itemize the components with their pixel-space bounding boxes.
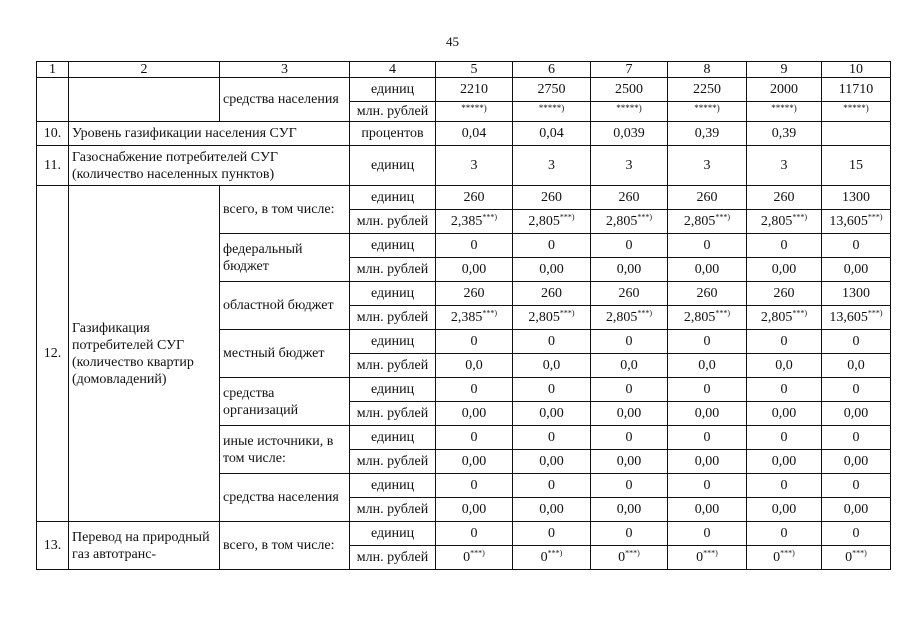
value-text: 0 (703, 430, 711, 445)
value-cell (591, 102, 668, 122)
value-cell (513, 282, 591, 306)
value-text: 0,00 (539, 454, 564, 469)
footnote-mark: *****) (771, 103, 797, 113)
value-cell (747, 282, 822, 306)
row-label-cell: Перевод на природный газ автотранс- (69, 522, 220, 570)
value-text: 0 (852, 526, 860, 541)
value-text: 0 (703, 334, 711, 349)
value-text: 0 (470, 430, 478, 445)
value-cell (436, 426, 513, 450)
unit-cell: млн. рублей (350, 450, 436, 474)
footnote-mark: ***) (792, 308, 808, 318)
value-cell (513, 234, 591, 258)
value-text: 0 (780, 334, 788, 349)
value-cell (747, 522, 822, 546)
footnote-mark: ***) (637, 212, 653, 222)
value-text: 0 (548, 334, 555, 349)
unit-cell: млн. рублей (350, 546, 436, 570)
value-cell (513, 354, 591, 378)
value-cell (513, 546, 591, 570)
value-text: 0,00 (771, 406, 797, 421)
footnote-mark: *****) (616, 103, 642, 113)
value-text: 0 (625, 478, 633, 493)
value-cell: 0,39 (668, 122, 747, 146)
value-cell (822, 378, 891, 402)
value-cell (747, 210, 822, 234)
footnote-mark: ***) (547, 548, 563, 558)
value-cell (591, 522, 668, 546)
header-cell: 9 (747, 62, 822, 78)
value-cell (513, 498, 591, 522)
footnote-mark: ***) (559, 308, 575, 318)
value-text: 260 (541, 190, 562, 205)
value-text: 0,00 (461, 454, 487, 469)
value-cell (591, 234, 668, 258)
value-text: 0 (780, 430, 788, 445)
value-cell (436, 354, 513, 378)
value-text: 0 (703, 526, 711, 541)
footnote-mark: ***) (715, 308, 731, 318)
value-cell (822, 474, 891, 498)
value-cell (513, 330, 591, 354)
unit-cell: единиц (350, 78, 436, 102)
value-cell (513, 186, 591, 210)
value-cell (513, 474, 591, 498)
footnote-mark: *****) (843, 103, 869, 113)
value-text: 0 (703, 382, 711, 397)
value-cell: 2000 (747, 78, 822, 102)
header-cell: 8 (668, 62, 747, 78)
value-cell: 3 (747, 146, 822, 186)
value-text: 260 (696, 286, 718, 301)
row-label-cell (69, 78, 220, 122)
value-text: 2,805 (683, 310, 716, 325)
value-text: 0 (625, 430, 633, 445)
value-cell (822, 102, 891, 122)
value-text: 260 (618, 286, 640, 301)
value-text: 0,00 (771, 262, 797, 277)
value-cell (513, 210, 591, 234)
value-text: 0 (548, 238, 555, 253)
footnote-mark: ***) (792, 212, 808, 222)
value-text: 1300 (842, 190, 870, 205)
value-text: 0,00 (843, 502, 869, 517)
value-cell (668, 450, 747, 474)
value-cell (436, 546, 513, 570)
value-cell (668, 330, 747, 354)
value-cell (668, 426, 747, 450)
unit-cell: млн. рублей (350, 402, 436, 426)
value-text: 2,805 (760, 214, 793, 229)
value-text: 0,00 (771, 502, 797, 517)
value-cell (591, 186, 668, 210)
unit-cell: процентов (350, 122, 436, 146)
value-text: 0,0 (698, 358, 716, 373)
value-cell (668, 186, 747, 210)
unit-cell: млн. рублей (350, 210, 436, 234)
value-cell (591, 426, 668, 450)
value-cell (436, 210, 513, 234)
footnote-mark: ***) (559, 212, 575, 222)
value-cell (747, 498, 822, 522)
footnote-mark: ***) (637, 308, 653, 318)
value-cell (747, 330, 822, 354)
value-cell (436, 498, 513, 522)
value-text: 0,0 (620, 358, 638, 373)
value-cell (436, 378, 513, 402)
unit-cell: единиц (350, 234, 436, 258)
value-text: 1300 (842, 286, 870, 301)
value-text: 0,00 (461, 502, 487, 517)
value-text: 0 (470, 526, 478, 541)
table-row (37, 78, 891, 102)
value-text: 0,00 (843, 262, 869, 277)
value-cell (591, 474, 668, 498)
value-cell: 3 (591, 146, 668, 186)
unit-cell: единиц (350, 146, 436, 186)
value-cell (747, 474, 822, 498)
value-cell (822, 210, 891, 234)
value-text: 0 (470, 334, 478, 349)
value-text: 0,0 (775, 358, 793, 373)
value-cell (747, 186, 822, 210)
footnote-mark: ***) (482, 308, 498, 318)
value-text: 0 (780, 382, 788, 397)
value-cell: 0,04 (513, 122, 591, 146)
value-text: 0 (548, 430, 555, 445)
value-text: 0,0 (542, 358, 561, 373)
value-text: 2,805 (683, 214, 716, 229)
value-cell (436, 474, 513, 498)
value-text: 0,00 (694, 406, 720, 421)
unit-cell: млн. рублей (350, 258, 436, 282)
unit-cell: единиц (350, 378, 436, 402)
value-cell (591, 330, 668, 354)
value-cell (591, 210, 668, 234)
value-cell (668, 102, 747, 122)
value-text: 0,00 (461, 262, 487, 277)
header-cell: 5 (436, 62, 513, 78)
value-cell (747, 258, 822, 282)
value-cell (822, 306, 891, 330)
value-text: 260 (696, 190, 718, 205)
row-number-cell (37, 78, 69, 122)
value-text: 0,00 (616, 502, 642, 517)
value-text: 260 (618, 190, 640, 205)
value-text: 0 (703, 478, 711, 493)
value-text: 0,00 (771, 454, 797, 469)
value-text: 2,805 (605, 310, 638, 325)
row-number-cell: 10. (37, 122, 69, 146)
subcategory-cell: областной бюджет (220, 282, 350, 330)
value-text: 0 (780, 478, 788, 493)
value-cell (668, 354, 747, 378)
value-cell (513, 378, 591, 402)
value-cell (668, 282, 747, 306)
value-cell: 3 (668, 146, 747, 186)
value-text: 2,385 (450, 310, 483, 325)
table-row (37, 522, 891, 546)
value-text: 0 (703, 238, 711, 253)
header-cell: 6 (513, 62, 591, 78)
row-number-cell: 11. (37, 146, 69, 186)
value-cell (747, 378, 822, 402)
value-text: 0,00 (539, 502, 564, 517)
value-text: 0,0 (465, 358, 483, 373)
value-text: 0 (773, 550, 781, 565)
unit-cell: млн. рублей (350, 498, 436, 522)
document-table (36, 61, 891, 570)
value-cell (513, 306, 591, 330)
value-text: 260 (463, 190, 485, 205)
value-text: 0,0 (847, 358, 865, 373)
table-row (37, 186, 891, 210)
value-text: 260 (773, 190, 795, 205)
value-text: 0,00 (843, 406, 869, 421)
value-cell: 0,039 (591, 122, 668, 146)
value-cell (668, 498, 747, 522)
value-cell (591, 282, 668, 306)
subcategory-cell: иные источники, в том числе: (220, 426, 350, 474)
header-cell: 4 (350, 62, 436, 78)
value-cell: 2750 (513, 78, 591, 102)
value-cell (436, 258, 513, 282)
value-text: 0 (470, 238, 478, 253)
value-cell (436, 234, 513, 258)
header-cell: 3 (220, 62, 350, 78)
value-text: 0 (852, 334, 860, 349)
value-cell (747, 426, 822, 450)
value-cell (591, 546, 668, 570)
value-text: 2,805 (528, 310, 560, 325)
value-cell (822, 186, 891, 210)
value-text: 0,00 (539, 406, 564, 421)
value-cell (747, 234, 822, 258)
row-label-cell: Газификация потребителей СУГ (количество квартир (домовладений) (69, 186, 220, 522)
value-text: 0 (780, 526, 788, 541)
value-cell (436, 330, 513, 354)
value-cell (591, 402, 668, 426)
header-row (37, 62, 891, 78)
value-cell (436, 522, 513, 546)
value-text: 0 (852, 238, 860, 253)
subcategory-cell: всего, в том числе: (220, 186, 350, 234)
value-cell (436, 306, 513, 330)
value-text: 0 (470, 478, 478, 493)
value-text: 2,805 (760, 310, 793, 325)
value-text: 0 (618, 550, 626, 565)
footnote-mark: ***) (780, 548, 795, 558)
value-text: 13,605 (829, 310, 868, 325)
value-text: 260 (773, 286, 795, 301)
value-cell (513, 102, 591, 122)
value-cell (513, 522, 591, 546)
unit-cell: единиц (350, 330, 436, 354)
value-cell (747, 402, 822, 426)
value-cell (822, 522, 891, 546)
page-number: 45 (446, 34, 459, 49)
value-text: 0 (696, 550, 704, 565)
value-cell (436, 102, 513, 122)
value-cell (822, 330, 891, 354)
value-text: 0 (470, 382, 478, 397)
header-cell: 7 (591, 62, 668, 78)
value-text: 0,00 (539, 262, 564, 277)
value-text: 0,00 (616, 262, 642, 277)
value-text: 0 (852, 430, 860, 445)
header-cell: 2 (69, 62, 220, 78)
table-row (37, 146, 891, 186)
value-text: 0,00 (461, 406, 487, 421)
value-cell (513, 402, 591, 426)
value-text: 0,00 (616, 454, 642, 469)
value-text: 0 (540, 550, 548, 565)
table-row (37, 122, 891, 146)
value-cell (822, 354, 891, 378)
value-cell (822, 402, 891, 426)
value-cell (591, 378, 668, 402)
value-cell (822, 234, 891, 258)
subcategory-cell: средства населения (220, 474, 350, 522)
value-text: 0 (852, 382, 860, 397)
value-cell (668, 210, 747, 234)
unit-cell: единиц (350, 522, 436, 546)
value-cell (747, 306, 822, 330)
value-cell (822, 122, 891, 146)
subcategory-cell: средства организаций (220, 378, 350, 426)
row-number-cell: 12. (37, 186, 69, 522)
value-cell (436, 402, 513, 426)
value-cell (513, 450, 591, 474)
value-text: 0 (548, 526, 555, 541)
value-text: 0 (548, 478, 555, 493)
value-cell (822, 426, 891, 450)
value-cell (591, 498, 668, 522)
value-cell (436, 282, 513, 306)
unit-cell: единиц (350, 426, 436, 450)
row-number-cell: 13. (37, 522, 69, 570)
value-cell (436, 450, 513, 474)
value-cell (668, 402, 747, 426)
footnote-mark: *****) (461, 103, 487, 113)
unit-cell: млн. рублей (350, 354, 436, 378)
unit-cell: единиц (350, 282, 436, 306)
footnote-mark: *****) (538, 103, 565, 113)
value-text: 0 (548, 382, 555, 397)
row-label-cell: Уровень газификации населения СУГ (69, 122, 350, 146)
value-cell (747, 354, 822, 378)
value-cell: 2210 (436, 78, 513, 102)
value-text: 0 (852, 478, 860, 493)
footnote-mark: *****) (694, 103, 720, 113)
value-cell: 15 (822, 146, 891, 186)
value-text: 0 (625, 382, 633, 397)
value-cell (591, 258, 668, 282)
value-cell (436, 186, 513, 210)
value-cell (513, 258, 591, 282)
footnote-mark: ***) (625, 548, 640, 558)
value-cell (668, 306, 747, 330)
value-cell (822, 450, 891, 474)
footnote-mark: ***) (715, 212, 731, 222)
row-label-cell: Газоснабжение потребителей СУГ (количество населенных пунктов) (69, 146, 350, 186)
footnote-mark: ***) (867, 308, 883, 318)
value-cell: 2500 (591, 78, 668, 102)
value-cell: 0,39 (747, 122, 822, 146)
value-cell (822, 258, 891, 282)
header-cell: 1 (37, 62, 69, 78)
value-text: 0,00 (694, 454, 720, 469)
footnote-mark: ***) (867, 212, 883, 222)
value-cell (747, 102, 822, 122)
value-cell (668, 234, 747, 258)
subcategory-cell: федеральный бюджет (220, 234, 350, 282)
value-text: 0,00 (843, 454, 869, 469)
value-cell (747, 546, 822, 570)
value-cell (591, 306, 668, 330)
value-text: 260 (463, 286, 485, 301)
value-text: 2,385 (450, 214, 483, 229)
value-cell (513, 426, 591, 450)
value-cell (591, 450, 668, 474)
unit-cell: млн. рублей (350, 306, 436, 330)
value-cell (822, 546, 891, 570)
value-cell: 3 (436, 146, 513, 186)
header-cell: 10 (822, 62, 891, 78)
value-text: 0 (625, 334, 633, 349)
value-text: 0 (780, 238, 788, 253)
subcategory-cell: средства населения (220, 78, 350, 122)
value-text: 0,00 (694, 262, 720, 277)
value-cell: 11710 (822, 78, 891, 102)
value-text: 260 (541, 286, 562, 301)
footnote-mark: ***) (852, 548, 867, 558)
value-cell (591, 354, 668, 378)
value-text: 2,805 (605, 214, 638, 229)
subcategory-cell: всего, в том числе: (220, 522, 350, 570)
value-cell (668, 546, 747, 570)
value-cell: 3 (513, 146, 591, 186)
value-text: 0,00 (616, 406, 642, 421)
unit-cell: единиц (350, 474, 436, 498)
value-cell (822, 282, 891, 306)
value-text: 0 (625, 238, 633, 253)
value-cell (668, 258, 747, 282)
footnote-mark: ***) (470, 548, 485, 558)
unit-cell: млн. рублей (350, 102, 436, 122)
value-text: 0 (463, 550, 471, 565)
value-text: 0 (845, 550, 853, 565)
value-text: 13,605 (829, 214, 868, 229)
value-cell (668, 378, 747, 402)
value-text: 0 (625, 526, 633, 541)
unit-cell: единиц (350, 186, 436, 210)
value-cell: 2250 (668, 78, 747, 102)
value-cell (747, 450, 822, 474)
footnote-mark: ***) (482, 212, 498, 222)
value-cell: 0,04 (436, 122, 513, 146)
value-text: 2,805 (528, 214, 560, 229)
value-cell (668, 522, 747, 546)
value-cell (668, 474, 747, 498)
footnote-mark: ***) (703, 548, 718, 558)
value-cell (822, 498, 891, 522)
subcategory-cell: местный бюджет (220, 330, 350, 378)
value-text: 0,00 (694, 502, 720, 517)
